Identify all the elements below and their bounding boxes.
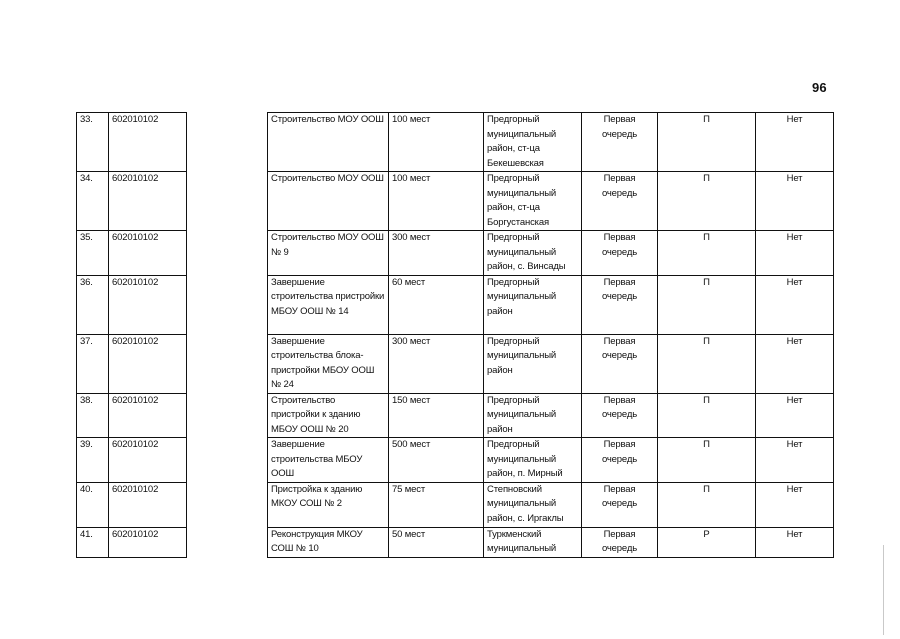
row-number: 39. xyxy=(77,438,109,483)
table-row xyxy=(77,334,834,393)
row-number: 33. xyxy=(77,113,109,172)
row-number: 41. xyxy=(77,527,109,557)
row-number: 40. xyxy=(77,482,109,527)
row-location: Предгорный муниципальный район, ст-ца Бекешевская xyxy=(484,113,582,172)
row-capacity: 150 мест xyxy=(389,393,484,438)
row-code: 602010102 xyxy=(109,113,187,172)
row-capacity: 50 мест xyxy=(389,527,484,557)
row-empty-cell xyxy=(187,172,268,231)
row-capacity: 75 мест xyxy=(389,482,484,527)
row-capacity: 100 мест xyxy=(389,113,484,172)
row-capacity: 300 мест xyxy=(389,334,484,393)
row-code: 602010102 xyxy=(109,393,187,438)
table-row xyxy=(77,231,834,276)
row-capacity: 500 мест xyxy=(389,438,484,483)
row-location: Предгорный муниципальный район, п. Мирный xyxy=(484,438,582,483)
row-number: 35. xyxy=(77,231,109,276)
row-capacity: 100 мест xyxy=(389,172,484,231)
row-location: Предгорный муниципальный район xyxy=(484,393,582,438)
table-row xyxy=(77,172,834,231)
row-code: 602010102 xyxy=(109,172,187,231)
row-object-name: Реконструкция МКОУ СОШ № 10 xyxy=(268,527,389,557)
row-flag: Нет xyxy=(756,275,834,334)
row-number: 38. xyxy=(77,393,109,438)
row-type: П xyxy=(658,438,756,483)
row-queue: Первая очередь xyxy=(582,231,658,276)
row-number: 37. xyxy=(77,334,109,393)
page-number: 96 xyxy=(812,80,827,95)
row-type: П xyxy=(658,334,756,393)
row-type: П xyxy=(658,113,756,172)
row-code: 602010102 xyxy=(109,527,187,557)
row-queue: Первая очередь xyxy=(582,275,658,334)
row-queue: Первая очередь xyxy=(582,334,658,393)
row-code: 602010102 xyxy=(109,482,187,527)
row-type: П xyxy=(658,172,756,231)
row-type: П xyxy=(658,393,756,438)
row-object-name: Пристройка к зданию МКОУ СОШ № 2 xyxy=(268,482,389,527)
row-object-name: Завершение строительства МБОУ ООШ xyxy=(268,438,389,483)
row-flag: Нет xyxy=(756,438,834,483)
row-flag: Нет xyxy=(756,231,834,276)
row-flag: Нет xyxy=(756,113,834,172)
row-code: 602010102 xyxy=(109,334,187,393)
table-row xyxy=(77,482,834,527)
table-row xyxy=(77,113,834,172)
row-queue: Первая очередь xyxy=(582,393,658,438)
row-flag: Нет xyxy=(756,172,834,231)
row-empty-cell xyxy=(187,482,268,527)
row-empty-cell xyxy=(187,334,268,393)
row-flag: Нет xyxy=(756,334,834,393)
row-capacity: 300 мест xyxy=(389,231,484,276)
row-location: Предгорный муниципальный район, с. Винсады xyxy=(484,231,582,276)
row-type: П xyxy=(658,482,756,527)
row-empty-cell xyxy=(187,275,268,334)
table-row xyxy=(77,275,834,334)
row-queue: Первая очередь xyxy=(582,172,658,231)
table-body xyxy=(77,113,834,558)
row-queue: Первая очередь xyxy=(582,482,658,527)
row-object-name: Строительство МОУ ООШ xyxy=(268,113,389,172)
row-empty-cell xyxy=(187,113,268,172)
table-row xyxy=(77,393,834,438)
row-object-name: Строительство МОУ ООШ № 9 xyxy=(268,231,389,276)
row-flag: Нет xyxy=(756,393,834,438)
table-row xyxy=(77,438,834,483)
row-queue: Первая очередь xyxy=(582,527,658,557)
row-flag: Нет xyxy=(756,527,834,557)
row-code: 602010102 xyxy=(109,438,187,483)
row-code: 602010102 xyxy=(109,275,187,334)
row-queue: Первая очередь xyxy=(582,438,658,483)
row-empty-cell xyxy=(187,438,268,483)
row-number: 36. xyxy=(77,275,109,334)
row-object-name: Завершение строительства пристройки МБОУ ООШ № 14 xyxy=(268,275,389,334)
row-type: Р xyxy=(658,527,756,557)
table-row xyxy=(77,527,834,557)
row-code: 602010102 xyxy=(109,231,187,276)
row-location: Степновский муниципальный район, с. Иргаклы xyxy=(484,482,582,527)
row-queue: Первая очередь xyxy=(582,113,658,172)
row-object-name: Строительство МОУ ООШ xyxy=(268,172,389,231)
row-location: Предгорный муниципальный район xyxy=(484,334,582,393)
row-location: Предгорный муниципальный район, ст-ца Боргустанская xyxy=(484,172,582,231)
row-empty-cell xyxy=(187,231,268,276)
row-object-name: Завершение строительства блока-пристройки МБОУ ООШ № 24 xyxy=(268,334,389,393)
row-location: Туркменский муниципальный xyxy=(484,527,582,557)
row-flag: Нет xyxy=(756,482,834,527)
row-number: 34. xyxy=(77,172,109,231)
row-location: Предгорный муниципальный район xyxy=(484,275,582,334)
row-empty-cell xyxy=(187,527,268,557)
scan-edge-mark xyxy=(883,545,884,635)
row-object-name: Строительство пристройки к зданию МБОУ ООШ № 20 xyxy=(268,393,389,438)
row-type: П xyxy=(658,275,756,334)
row-type: П xyxy=(658,231,756,276)
row-empty-cell xyxy=(187,393,268,438)
objects-table xyxy=(76,112,834,558)
row-capacity: 60 мест xyxy=(389,275,484,334)
